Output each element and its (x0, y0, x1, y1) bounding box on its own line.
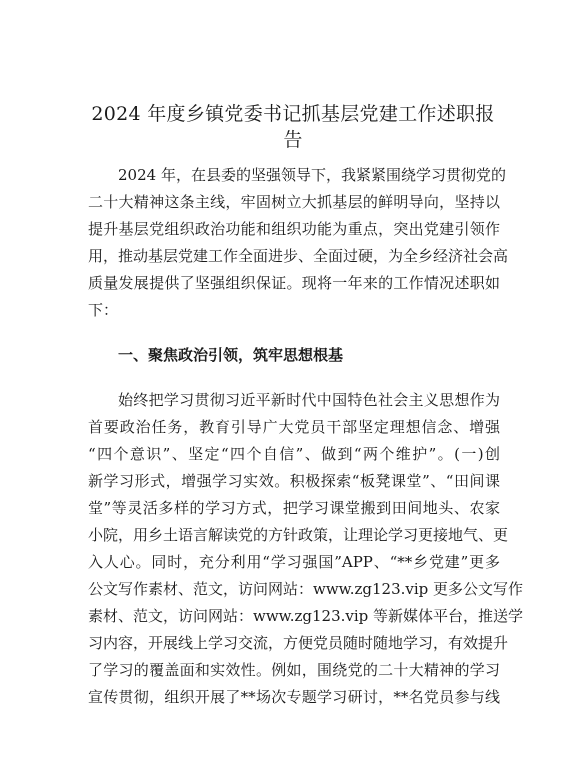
paragraph-line: 素材、范文，访问网站：www.zg123.vip 等新媒体平台，推送学 (88, 607, 524, 625)
document-title (80, 101, 506, 153)
paragraph-line: 用，推动基层党建工作全面进步、全面过硬，为全乡经济社会高 (88, 247, 509, 265)
paragraph-line: 首要政治任务，教育引导广大党员干部坚定理想信念、增强 (88, 418, 500, 436)
paragraph-line: 公文写作素材、范文，访问网站：www.zg123.vip 更多公文写作 (88, 580, 524, 598)
paragraph-line: 宣传贯彻，组织开展了**场次专题学习研讨，**名党员参与线 (88, 688, 500, 706)
paragraph-line: 堂”等灵活多样的学习方式，把学习课堂搬到田间地头、农家 (88, 499, 500, 517)
title-line: 告 (283, 129, 303, 151)
paragraph-line: 新学习形式，增强学习实效。积极探索“板凳课堂”、“田间课 (88, 472, 500, 490)
paragraph-line: 了学习的覆盖面和实效性。例如，围绕党的二十大精神的学习 (88, 661, 500, 679)
paragraph-line: 2024 年，在县委的坚强领导下，我紧紧围绕学习贯彻党的 (118, 166, 506, 184)
paragraph-line: 小院，用乡土语言解读党的方针政策，让理论学习更接地气、更 (88, 526, 509, 544)
paragraph-line: 二十大精神这条主线，牢固树立大抓基层的鲜明导向，坚持以 (88, 193, 500, 211)
paragraph-line: 质量发展提供了坚强组织保证。现将一年来的工作情况述职如 (88, 274, 500, 292)
document-body (88, 162, 524, 711)
paragraph-line: 提升基层党组织政治功能和组织功能为重点，突出党建引领作 (88, 220, 500, 238)
paragraph-line: 下： (88, 301, 119, 319)
paragraph-spacer (88, 369, 500, 387)
paragraph-line: “四个意识”、坚定“四个自信”、做到“两个维护”。(一)创 (88, 445, 500, 463)
paragraph-spacer (88, 324, 500, 342)
title-line: 2024 年度乡镇党委书记抓基层党建工作述职报 (91, 103, 495, 125)
section-heading: 一、聚焦政治引领，筑牢思想根基 (118, 346, 344, 364)
paragraph-line: 始终把学习贯彻习近平新时代中国特色社会主义思想作为 (118, 391, 500, 409)
paragraph-line: 入人心。同时，充分利用“学习强国”APP、“**乡党建”更多 (88, 553, 500, 571)
paragraph-line: 习内容，开展线上学习交流，方便党员随时随地学习，有效提升 (88, 634, 509, 652)
